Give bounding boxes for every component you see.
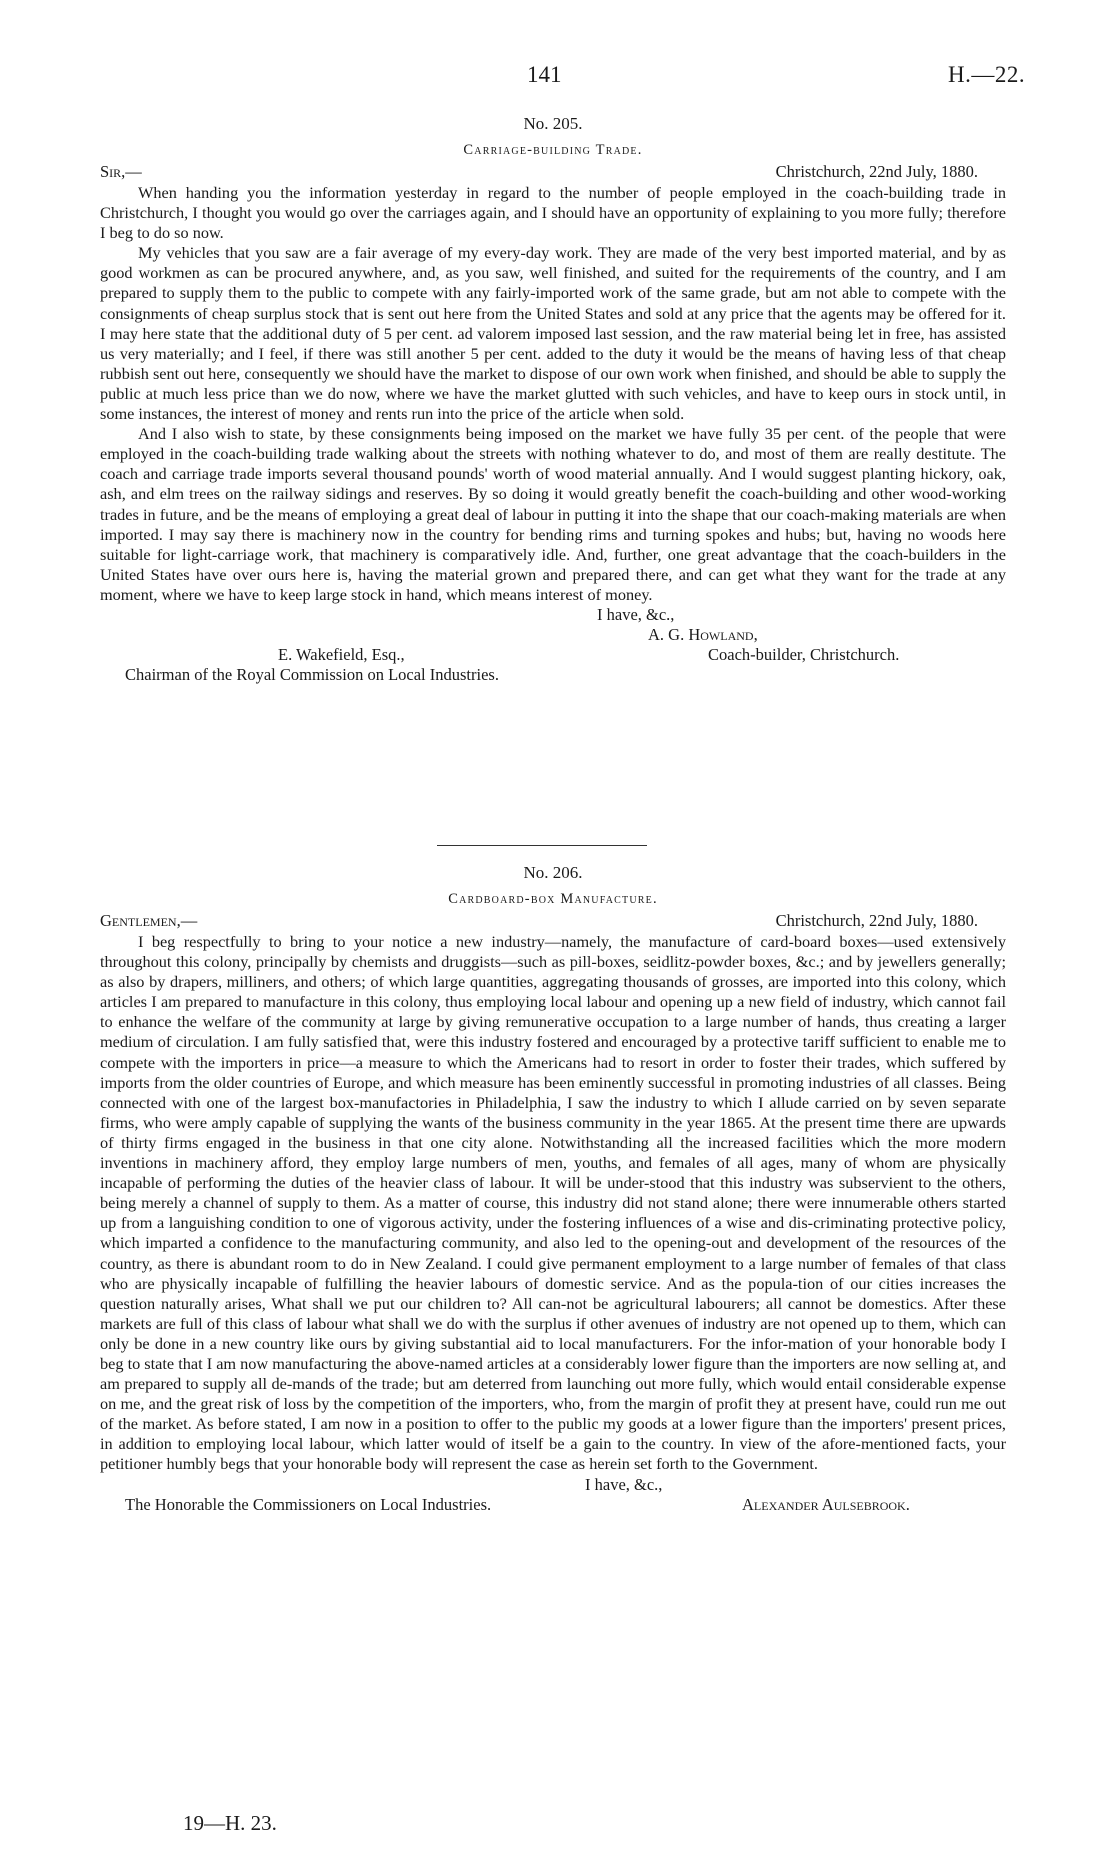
dateline: Christchurch, 22nd July, 1880. (775, 162, 978, 181)
page-number: 141 (527, 62, 562, 87)
signer-name: Alexander Aulsebrook. (742, 1494, 910, 1514)
signer-name: A. G. Howland, (648, 624, 758, 644)
page-header (0, 62, 1114, 92)
letter-number: No. 205. (523, 114, 583, 133)
section-divider (437, 845, 647, 846)
paragraph: And I also wish to state, by these consignments being imposed on the market we have fully 35 per cent. of the people that were employed in the coach-building trade walking about the streets with nothing whatever to do, and most of them are really destitute. The coach and carriage trade imports several thousand pounds' worth of wood material annually. And I would suggest planting hickory, oak, ash, and elm trees on the railway sidings and reserves. By so doing it would greatly benefit the coach-building and other wood-working trades in future, and be the means of employing a great deal of labour in putting it into the shape that our coach-making materials are when imported. I may say there is machinery now in the country for bending rims and turning spokes and hubs; but, having no woods here suitable for light-carriage work, that machinery is comparatively idle. And, further, one great advantage that the coach-builders in the United States have over ours here is, having the material grown and prepared there, and can get what they want for the trade at any moment, where we have to keep large stock in hand, which means interest of money. (100, 424, 1006, 604)
signature-block (100, 605, 1006, 689)
document-reference: H.—22. (948, 62, 1026, 87)
letter-body (100, 932, 1006, 1475)
closing: I have, &c., (597, 604, 675, 624)
closing: I have, &c., (585, 1474, 663, 1494)
addressee-name: The Honorable the Commissioners on Local Industries. (125, 1494, 492, 1514)
salutation-row (100, 161, 1006, 183)
salutation: Gentlemen,— (100, 911, 198, 930)
signature-block (100, 1475, 1006, 1517)
addressee-name: E. Wakefield, Esq., (278, 644, 405, 664)
letter-number: No. 206. (523, 863, 583, 882)
letter-title: Carriage-building Trade. (463, 142, 643, 158)
addressee-title: Chairman of the Royal Commission on Local Industries. (125, 664, 499, 684)
letter-title: Cardboard-box Manufacture. (448, 891, 658, 907)
letter-206 (100, 862, 1006, 1517)
paragraph: My vehicles that you saw are a fair average of my every-day work. They are made of the very best imported material, and by as good workmen as can be procured anywhere, and, as you saw, well finished, and suited for the requirements of the country, and I am prepared to supply them to the public to compete with any fairly-imported work of the same grade, but am not able to compete with the consignments of cheap surplus stock that is sent out here from the United States and sold at any price that the agents may be offered for it. I may here state that the additional duty of 5 per cent. ad valorem imposed last session, and the raw material being let in free, has assisted us very materially; and I feel, if there was still another 5 per cent. added to the duty it would be the means of having less of that cheap rubbish sent out here, consequently we should have the market to dispose of our own work when finished, and should be able to supply the public at much less price than we do now, where we have the market glutted with such vehicles, and have to keep ours in stock until, in some instances, the interest of money and rents run into the price of the article when sold. (100, 243, 1006, 424)
dateline: Christchurch, 22nd July, 1880. (775, 911, 978, 930)
salutation-row (100, 910, 1006, 932)
signer-title: Coach-builder, Christchurch. (708, 644, 900, 664)
printer-signature-mark: 19—H. 23. (183, 1811, 277, 1835)
salutation: Sir,— (100, 162, 142, 181)
paragraph: I beg respectfully to bring to your notice a new industry—namely, the manufacture of card-board boxes—used extensively throughout this colony, principally by chemists and druggists—such as pill-boxes, seidlitz-powder boxes, &c.; and by jewellers generally; as also by drapers, milliners, and others; of which large quantities, aggregating thousands of grosses, are imported into this colony, which articles I am prepared to manufacture in this colony, thus employing local labour and opening up a new field of industry, which cannot fail to enhance the welfare of the community at large by giving remunerative occupation to a large number of hands, thus creating a larger medium of circulation. I am fully satisfied that, were this industry fostered and encouraged by a protective tariff sufficient to enable me to compete with the importers in price—a measure to which the Americans had to resort in order to foster their trades, which suffered by imports from the older countries of Europe, and which measure has been eminently successful in promoting industries of all classes. Being connected with one of the largest box-manufactories in Philadelphia, I saw the industry to which I allude carried on by seven separate firms, who were amply capable of supplying the wants of the business community in the year 1865. At the present time there are upwards of thirty firms engaged in the business in that one city alone. Notwithstanding all the increased facilities which the more modern inventions in machinery afford, they employ large numbers of men, youths, and females of all ages, many of whom are physically incapable of performing the duties of the heavier class of labour. It will be under-stood that this industry was subservient to the others, being merely a channel of supply to them. As a matter of course, this industry did not stand alone; there were innumerable others started up from a languishing condition to one of vigorous activity, under the fostering influences of a wise and dis-criminating protective policy, which imparted a confidence to the manufacturing community, and also led to the opening-out and development of the resources of the country, as there is abundant room to do in New Zealand. I could give permanent employment to a large number of females of that class who are physically incapable of fulfilling the heavier labours of domestic service. And as the popula-tion of our cities increases the question naturally arises, What shall we put our children to? All can-not be agricultural labourers; all cannot be domestics. After these markets are full of this class of labour what shall we do with the surplus if other avenues of industry are not opened up to them, which can only be done in a new country like ours by giving substantial aid to local manufacturers. For the infor-mation of your honorable body I beg to state that I am now manufacturing the above-named articles at a considerably lower figure than the importers are now selling at, and am prepared to supply all de-mands of the trade; but am deterred from launching out more fully, which would entail considerable expense on me, and the great risk of loss by the competition of the importers, who, from the margin of profit they at present have, could run me out of the market. As before stated, I am now in a position to offer to the public my goods at a lower figure than the importers' present prices, in addition to employing local labour, which latter would of itself be a gain to the country. In view of the afore-mentioned facts, your petitioner humbly begs that your honorable body will represent the case as herein set forth to the Government. (100, 932, 1007, 1474)
letter-body (100, 183, 1006, 605)
letter-205 (100, 113, 1006, 689)
paragraph: When handing you the information yesterday in regard to the number of people employed in the coach-building trade in Christchurch, I thought you would go over the carriages again, and I should have an opportunity of explaining to you more fully; therefore I beg to do so now. (100, 183, 1006, 243)
